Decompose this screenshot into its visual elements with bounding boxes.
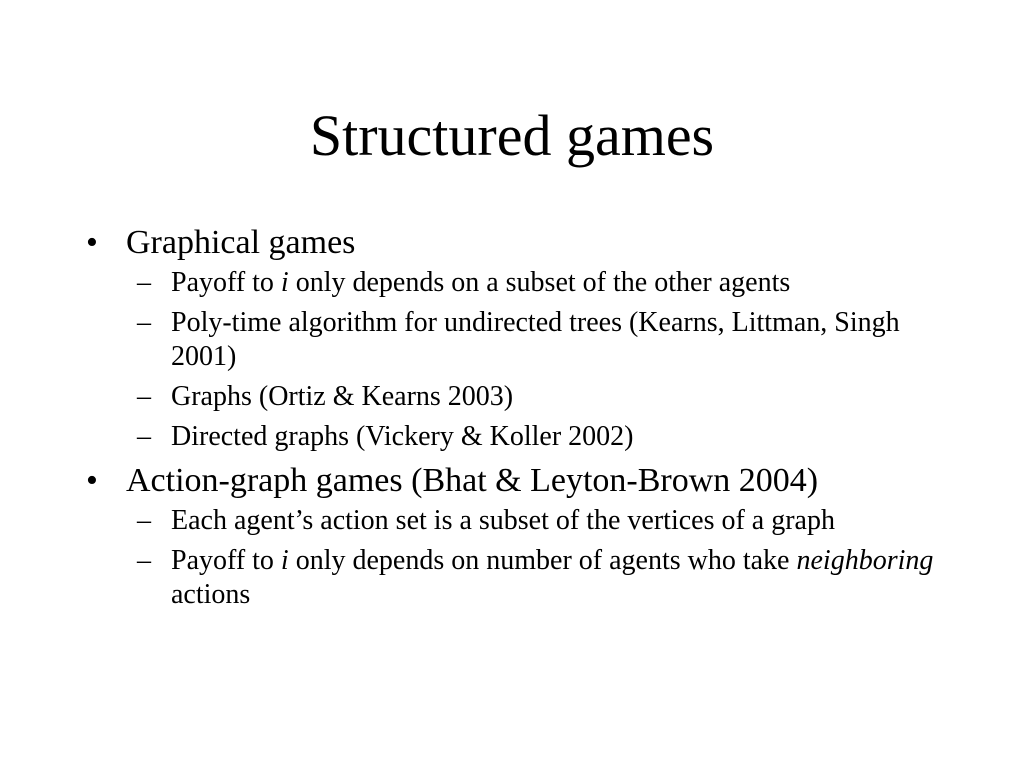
sub-bullet-item [82,504,962,538]
bullet-marker: • [86,224,98,261]
italic-text: i [280,545,289,576]
slide-title: Structured games [309,103,715,168]
sub-bullet-text: Poly-time algorithm for undirected trees (Kearns, Littman, Singh 2001) [171,307,900,372]
bullet-text [82,222,962,264]
sub-bullet-text: actions [171,579,251,610]
bullet-label: Action-graph games (Bhat & Leyton-Brown 2004) [126,462,819,499]
bullet-text [82,460,962,502]
bullet-label: Graphical games [126,224,356,261]
sub-bullet-item [82,266,962,300]
sub-bullet-item [82,306,962,374]
bullet-marker: • [86,462,98,499]
bullet-item [82,460,962,612]
sub-bullet-text: only depends on a subset of the other agents [288,267,791,298]
sub-bullet-text: Payoff to [171,545,281,576]
bullet-item [82,222,962,454]
sub-bullet-text: Directed graphs (Vickery & Koller 2002) [171,421,634,452]
sub-bullet-text: only depends on number of agents who take [288,545,797,576]
italic-text: i [280,267,289,298]
sub-bullet-text: Graphs (Ortiz & Kearns 2003) [171,381,514,412]
sub-bullet-list [82,266,962,454]
sub-bullet-item [82,380,962,414]
sub-bullet-marker: – [137,505,151,536]
sub-bullet-marker: – [137,307,151,338]
sub-bullet-marker: – [137,545,151,576]
sub-bullet-text: Each agent’s action set is a subset of the vertices of a graph [171,505,835,536]
italic-text: neighboring [796,545,934,576]
sub-bullet-marker: – [137,381,151,412]
sub-bullet-marker: – [137,421,151,452]
slide-content [82,222,962,618]
sub-bullet-item [82,420,962,454]
sub-bullet-marker: – [137,267,151,298]
sub-bullet-item [82,544,962,612]
sub-bullet-text: Payoff to [171,267,281,298]
sub-bullet-list [82,504,962,612]
